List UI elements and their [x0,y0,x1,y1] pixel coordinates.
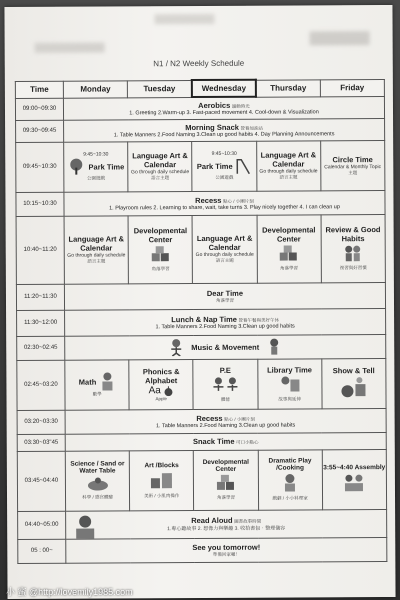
row-block3 [17,358,386,410]
cell-sub: Go through daily schedule [131,169,190,176]
block2-wednesday [192,215,257,283]
child-reading-icon [99,371,115,391]
schedule-paper [4,5,395,599]
row-dear [16,282,385,310]
cell-title: Show & Tell [332,365,375,375]
cell-sub: Calendar & Monthly Topic [324,163,382,170]
block1-wednesday [192,141,256,191]
cell-cn: 戲劇 / 小小料理家 [272,495,308,501]
kids-icon [343,244,363,262]
aerobics-desc: 1. Greeting 2.Warm-up 3. Fast-paced movement 4. Cool-down & Visualization [129,109,319,117]
cell-title: Library Time [267,364,312,375]
cell-title: Developmental Center [133,226,188,245]
row-block4 [17,449,386,511]
schedule-title: N1 / N2 Weekly Schedule [153,58,245,69]
cell-cn: 語言主題 [151,175,170,181]
snacktime-cell [65,432,386,451]
row-block1 [16,140,385,192]
cell-title: Language Art & Calendar [260,150,317,169]
cell-title: Circle Time [332,154,373,164]
child-music-icon [265,338,283,356]
cell-sub: Go through daily schedule [195,251,254,259]
snack-desc: 1. Table Manners 2.Food Naming 3.Clean up good habits 4. Day Planning Announcements [113,130,335,138]
aerobics-cn: 韻動時光 [231,103,250,109]
header-row [15,79,384,98]
schedule-table [15,78,388,563]
readaloud-cn: 圖書故事時間 [234,518,262,524]
lunch-title: Lunch & Nap Time [171,314,237,324]
child-books-icon [278,375,302,393]
recess2-cn: 點心 / 小團片刻 [224,416,255,422]
cell-cn: 語言主題 [279,174,298,180]
block4-monday [65,450,130,510]
recess1-title: Recess [195,195,222,205]
row-block2 [16,214,385,284]
header-wednesday: Wednesday [192,80,256,97]
block2-thursday [257,214,322,282]
cell-sub: Aa [148,385,161,397]
time-cell: 09:30~09:45 [16,120,64,142]
children-group-icon [343,472,365,492]
cell-title: Park Time [196,161,233,171]
cell-title: Art /Blocks [144,461,179,469]
header-friday: Friday [320,79,384,96]
block2-monday [64,215,129,283]
cell-title: Language Art & Calendar [196,233,253,252]
dear-cn: 角落學習 [215,297,235,303]
block1-friday [320,140,385,190]
snacktime-cn: 可口小點心 [236,439,259,445]
cell-title: Language Art & Calendar [68,234,125,253]
recess1-desc: 1. Playroom rules 2. Learning to share, wait, take turns 3. Play nicely together 4. I can clean up [109,203,340,211]
header-thursday: Thursday [256,79,320,96]
cell-title: 3:55~4:40 Assembly [323,463,386,471]
time-cell: 10:15~10:30 [16,192,64,216]
cell-title: Science / Sand or Water Table [70,460,125,475]
slide-icon [236,157,252,175]
time-cell: 02:30~02:45 [17,336,65,360]
row-snacktime [17,432,386,451]
cell-title: Review & Good Habits [325,225,381,244]
block2-tuesday [128,215,193,283]
block1-monday [64,141,128,191]
apple-icon [164,386,174,396]
readaloud-title: Read Aloud [191,515,233,526]
block1-tuesday [128,141,192,191]
block4-wednesday [194,450,259,510]
child-cooking-icon [280,472,300,492]
block3-thursday [257,358,321,408]
toys-icon [340,376,368,398]
block4-thursday [258,449,323,509]
recess1-cell [64,190,385,216]
row-end [18,537,387,563]
cell-cn: 公園遊戲 [215,174,234,180]
snacktime-title: Snack Time [192,436,235,447]
blocks-icon [215,474,237,492]
row-recess2 [17,408,386,434]
cell-title: Language Art & Calendar [132,151,188,170]
aerobics-title: Aerobics [198,100,231,110]
block3-tuesday [129,359,193,409]
cell-title: Math [78,377,97,387]
time-cell: 03:30~03"45 [17,434,65,451]
cell-title: Developmental Center [262,225,316,244]
block4-friday [322,449,387,509]
kids-playing-icon [211,375,239,393]
readaloud-desc: 1.專心聽故事 2. 想像力與樂趣 3. 收拾書包‧整理儀容 [167,525,286,533]
teacher-reading-icon [70,513,100,539]
time-cell: 04:40~05:00 [18,511,66,539]
recess2-title: Recess [196,413,223,423]
cell-title: P.E [219,365,231,375]
blurred-text [310,31,370,45]
time-cell: 05 : 00~ [18,539,66,563]
cell-cn: 體能 [220,396,230,402]
cell-cn: 主題 [348,169,358,175]
cell-cn: 語言主題 [215,257,234,263]
time-cell: 02:45~03:20 [17,360,65,410]
aerobics-cell [63,96,384,120]
cell-cn: 複習與好習慣 [339,265,367,271]
end-cn: 準備回家囉！ [212,551,240,557]
cell-cn: 公園遊戲 [86,175,105,181]
recess2-desc: 1. Table Manners 2.Food Naming 3.Clean up good habits [155,422,296,429]
time-cell: 11:30~12:00 [17,310,65,336]
cell-cn: 角落學習 [279,265,298,271]
cell-sub: Go through daily schedule [67,252,126,259]
end-title: See you tomorrow! [192,542,261,552]
cell-cn: 角落學習 [216,494,236,500]
row-snack [16,118,385,142]
block1-thursday [256,140,320,190]
cell-sub: 9:45~10:30 [83,151,109,158]
block4-tuesday [129,450,194,510]
time-cell: 10:40~11:20 [16,216,64,284]
cell-cn: 科學 / 感官體驗 [82,494,114,500]
header-tuesday: Tuesday [128,80,192,97]
row-aerobics [15,96,384,120]
header-monday: Monday [63,80,127,97]
child-dancing-icon [167,338,185,356]
cell-cn: 故事與延伸 [278,395,301,402]
readaloud-cell [66,509,387,539]
snack-title: Morning Snack [185,122,239,132]
lunch-cn: 營養午餐與美好午休 [238,317,279,323]
header-time: Time [15,81,63,98]
cell-sub: 9:45~10:30 [211,150,237,157]
cell-title: Dramatic Play /Cooking [268,457,312,472]
blocks-icon [149,245,171,263]
time-cell: 09:00~09:30 [15,98,63,120]
watermark: 小 蜜 @http://lovemily1985.com [6,587,133,597]
recess2-cell [65,408,386,434]
cell-cn: Apple [155,396,168,402]
time-cell: 11:20~11:30 [16,284,64,310]
block2-friday [321,214,386,282]
end-cell [66,537,387,563]
snack-cn: 營養加油站 [240,125,263,131]
lunch-cell [65,308,386,336]
cell-title: Park Time [88,161,125,172]
time-cell: 03:20~03:30 [17,410,65,434]
cell-cn: 角落學習 [151,266,170,272]
row-recess1 [16,190,385,216]
snack-cell [64,118,385,142]
block3-wednesday [193,359,257,409]
block3-friday [322,358,387,408]
tree-icon [67,158,85,176]
cell-cn: 數學 [92,391,102,397]
lunch-desc: 1. Table Manners 2.Food Naming 3.Clean up good habits [155,323,295,330]
recess1-cn: 點心 / 小團片刻 [222,198,254,204]
row-lunch [17,308,386,336]
row-music [17,334,386,360]
blurred-text [35,42,105,52]
dear-cell [64,282,385,310]
cell-title: Developmental Center [202,458,249,473]
cell-cn: 語言主題 [87,258,106,264]
row-readaloud [18,509,387,539]
time-cell: 03:45~04:40 [17,451,65,511]
block3-monday [65,359,129,409]
blocks-icon [278,244,300,262]
music-cell [65,334,386,360]
art-blocks-icon [149,470,175,490]
dear-title: Dear Time [206,288,244,298]
time-cell: 09:45~10:30 [16,142,64,192]
cell-cn: 美術 / 小肌肉操作 [144,492,180,498]
cell-sub: Go through daily schedule [259,168,318,175]
sand-table-icon [86,475,110,491]
blurred-text [154,14,214,24]
cell-title: Phonics & Alphabet [142,367,180,386]
music-title: Music & Movement [191,342,260,352]
